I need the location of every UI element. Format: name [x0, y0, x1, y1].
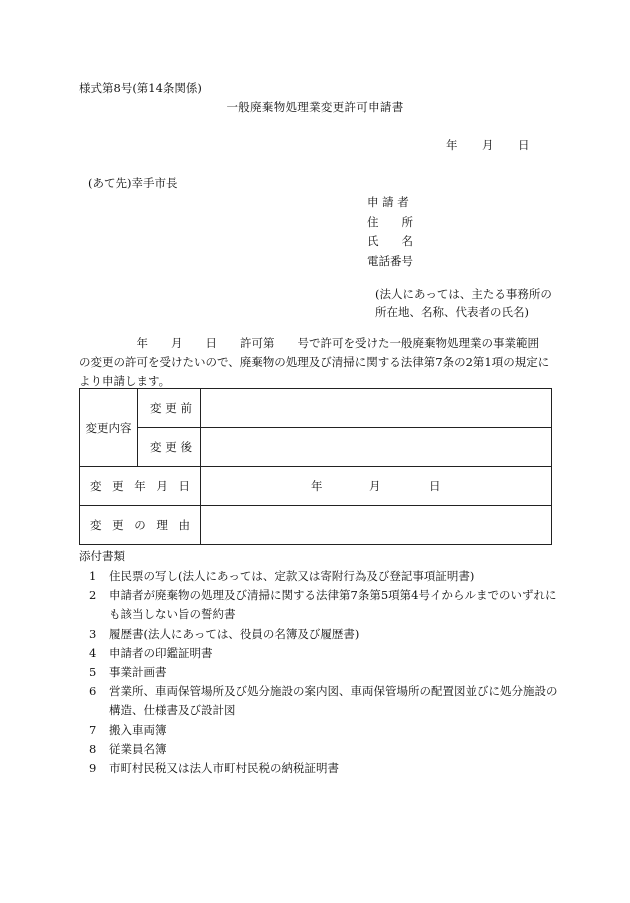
- statement-line-3: より申請します。: [79, 374, 171, 388]
- change-date-day: 日: [429, 479, 441, 493]
- list-item: 2 申請者が廃棄物の処理及び清掃に関する法律第7条第5項第4号イからルまでのいずれにも該当しない旨の誓約書: [89, 588, 557, 622]
- attachments-list: [79, 567, 559, 778]
- phone-label: 電話番号: [367, 253, 413, 268]
- list-item: 9 市町村民税又は法人市町村民税の納税証明書: [89, 761, 339, 776]
- date-day: 日: [518, 138, 530, 152]
- list-item: 7 搬入車両簿: [89, 722, 167, 737]
- before-label-cell: 変 更 前: [138, 389, 201, 428]
- statement-line-1: 年 月 日 許可第 号で許可を受けた一般廃棄物処理業の事業範囲: [79, 336, 539, 350]
- list-item: 5 事業計画書: [89, 665, 167, 680]
- applicant-block: [367, 193, 413, 271]
- address-label: 住 所: [367, 214, 413, 229]
- list-item: 1 住民票の写し(法人にあっては、定款又は寄附行為及び登記事項証明書): [89, 569, 475, 583]
- form-number: 様式第8号(第14条関係): [79, 81, 202, 95]
- list-item: 4 申請者の印鑑証明書: [89, 645, 213, 660]
- change-details-table: [79, 388, 552, 545]
- date-year: 年: [446, 138, 458, 152]
- change-date-label: 変 更 年 月 日: [80, 467, 201, 506]
- change-date-month: 月: [369, 479, 381, 493]
- change-date-year: 年: [311, 479, 323, 493]
- statement-line-2: の変更の許可を受けたいので、廃棄物の処理及び清掃に関する法律第7条の2第1項の規定に: [79, 355, 550, 369]
- document-title: 一般廃棄物処理業変更許可申請書: [226, 100, 404, 114]
- change-date-field[interactable]: [201, 467, 552, 506]
- list-item: 6 営業所、車両保管場所及び処分施設の案内図、車両保管場所の配置図並びに処分施設の構造、仕様書及び設計図: [89, 684, 558, 718]
- date-month: 月: [482, 138, 494, 152]
- corporate-note: [375, 286, 552, 321]
- note-line-2: 所在地、名称、代表者の氏名): [375, 304, 529, 319]
- change-content-label: 変更内容: [80, 389, 138, 467]
- change-reason-field[interactable]: [201, 506, 552, 545]
- change-reason-label: 変 更 の 理 由: [80, 506, 201, 545]
- name-label: 氏 名: [367, 234, 413, 248]
- submission-date: [446, 137, 530, 153]
- addressee: (あて先)幸手市長: [88, 176, 178, 190]
- after-value-field[interactable]: [201, 428, 552, 467]
- note-line-1: (法人にあっては、主たる事務所の: [375, 287, 552, 301]
- applicant-label: 申 請 者: [367, 195, 409, 209]
- attachments-heading: 添付書類: [79, 549, 125, 563]
- list-item: 3 履歴書(法人にあっては、役員の名簿及び履歴書): [89, 626, 360, 641]
- after-label-cell: 変 更 後: [138, 428, 201, 467]
- application-statement: [79, 334, 552, 391]
- before-value-field[interactable]: [201, 389, 552, 428]
- list-item: 8 従業員名簿: [89, 741, 167, 756]
